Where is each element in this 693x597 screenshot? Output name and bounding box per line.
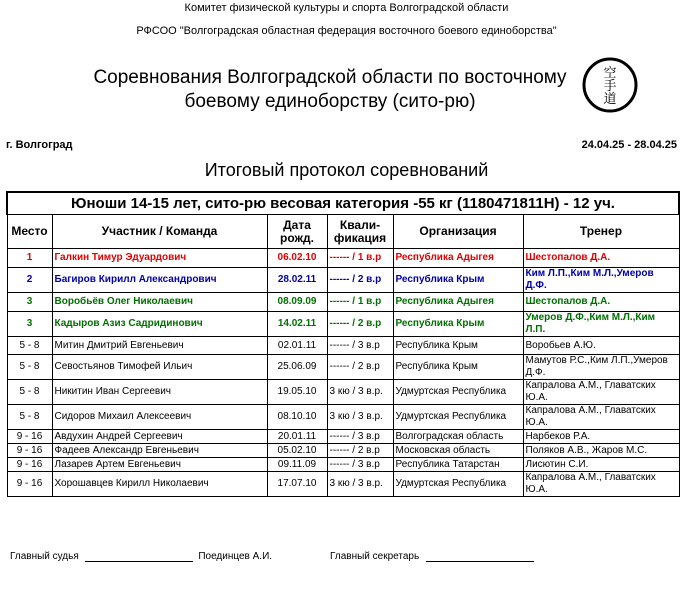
participant-cell: Хорошавцев Кирилл Николаевич (52, 472, 267, 497)
participant-cell: Сидоров Михаил Алексеевич (52, 405, 267, 430)
competition-title (0, 66, 660, 114)
table-row (7, 293, 679, 312)
participant-cell: Авдухин Андрей Сергеевич (52, 430, 267, 444)
col-place: Место (7, 215, 52, 249)
organization-cell: Удмуртская Республика (393, 472, 523, 497)
coach-cell: Капралова А.М., Главатских Ю.А. (523, 405, 679, 430)
category-title: Юноши 14-15 лет, сито-рю весовая категория -55 кг (1180471811Н) - 12 уч. (7, 192, 679, 215)
organization-cell: Республика Адыгея (393, 293, 523, 312)
organization-cell: Республика Адыгея (393, 249, 523, 268)
participant-cell: Кадыров Азиз Садридинович (52, 312, 267, 337)
organization-cell: Московская область (393, 444, 523, 458)
participant-cell: Севостьянов Тимофей Ильич (52, 355, 267, 380)
chief-judge-label: Главный судья (10, 551, 79, 562)
place-cell: 5 - 8 (7, 405, 52, 430)
organization-cell: Удмуртская Республика (393, 405, 523, 430)
committee-title: Комитет физической культуры и спорта Волгоградской области (184, 2, 509, 14)
participant-cell: Митин Дмитрий Евгеньевич (52, 337, 267, 355)
birth-cell: 28.02.11 (267, 268, 327, 293)
place-cell: 9 - 16 (7, 430, 52, 444)
table-row (7, 430, 679, 444)
participant-cell: Лазарев Артем Евгеньевич (52, 458, 267, 472)
place-cell: 9 - 16 (7, 472, 52, 497)
participant-cell: Фадеев Александр Евгеньевич (52, 444, 267, 458)
city-label: г. Волгоград (6, 139, 73, 151)
place-cell: 3 (7, 293, 52, 312)
qualification-cell: ------ / 2 в.р (327, 444, 393, 458)
coach-cell: Поляков А.В., Жаров М.С. (523, 444, 679, 458)
birth-cell: 05.02.10 (267, 444, 327, 458)
protocol-title: Итоговый протокол соревнований (204, 160, 489, 180)
birth-cell: 17.07.10 (267, 472, 327, 497)
birth-cell: 08.09.09 (267, 293, 327, 312)
table-row (7, 312, 679, 337)
header-row (7, 215, 679, 249)
table-row (7, 458, 679, 472)
place-cell: 5 - 8 (7, 355, 52, 380)
place-cell: 9 - 16 (7, 458, 52, 472)
chief-judge-signature-line (85, 561, 193, 562)
qualification-cell: 3 кю / 3 в.р. (327, 405, 393, 430)
col-birth-line1: Дата (283, 217, 311, 232)
coach-cell: Воробьев А.Ю. (523, 337, 679, 355)
qualification-cell: ------ / 1 в.р (327, 249, 393, 268)
participant-cell: Воробьёв Олег Николаевич (52, 293, 267, 312)
coach-cell: Умеров Д.Ф.,Ким М.Л.,Ким Л.П. (523, 312, 679, 337)
qualification-cell: ------ / 2 в.р (327, 312, 393, 337)
qualification-cell: ------ / 2 в.р (327, 268, 393, 293)
place-cell: 9 - 16 (7, 444, 52, 458)
organization-cell: Республика Татарстан (393, 458, 523, 472)
table-row (7, 268, 679, 293)
place-cell: 1 (7, 249, 52, 268)
participant-cell: Багиров Кирилл Александрович (52, 268, 267, 293)
logo-glyph-3: 道 (603, 92, 617, 107)
qualification-cell: 3 кю / 3 в.р. (327, 472, 393, 497)
federation-title: РФСОО "Волгоградская областная федерация восточного боевого единоборства" (136, 25, 557, 37)
table-row (7, 405, 679, 430)
birth-cell: 09.11.09 (267, 458, 327, 472)
birth-cell: 19.05.10 (267, 380, 327, 405)
birth-cell: 06.02.10 (267, 249, 327, 268)
coach-cell: Шестопалов Д.А. (523, 293, 679, 312)
results-table (6, 191, 680, 497)
chief-secretary-signature-line (426, 561, 534, 562)
organization-cell: Волгоградская область (393, 430, 523, 444)
birth-cell: 02.01.11 (267, 337, 327, 355)
coach-cell: Мамутов Р.С.,Ким Л.П.,Умеров Д.Ф. (523, 355, 679, 380)
chief-secretary (330, 551, 534, 562)
coach-cell: Капралова А.М., Главатских Ю.А. (523, 472, 679, 497)
place-cell: 2 (7, 268, 52, 293)
table-row (7, 444, 679, 458)
col-coach: Тренер (523, 215, 679, 249)
col-organization: Организация (393, 215, 523, 249)
category-row (7, 192, 679, 215)
place-cell: 5 - 8 (7, 380, 52, 405)
birth-cell: 08.10.10 (267, 405, 327, 430)
col-qual-line2: фикация (333, 230, 387, 245)
qualification-cell: ------ / 3 в.р (327, 430, 393, 444)
qualification-cell: ------ / 2 в.р (327, 355, 393, 380)
place-cell: 5 - 8 (7, 337, 52, 355)
place-cell: 3 (7, 312, 52, 337)
chief-judge-name: Поединцев А.И. (198, 551, 273, 562)
logo-glyph-1: 空 (603, 66, 617, 81)
birth-cell: 20.01.11 (267, 430, 327, 444)
qualification-cell: ------ / 1 в.р (327, 293, 393, 312)
table-row (7, 380, 679, 405)
qualification-cell: ------ / 3 в.р (327, 337, 393, 355)
coach-cell: Нарбеков Р.А. (523, 430, 679, 444)
date-range: 24.04.25 - 28.04.25 (581, 139, 677, 151)
organization-cell: Республика Крым (393, 355, 523, 380)
col-birth (267, 215, 327, 249)
table-row (7, 337, 679, 355)
competition-title-line2: боевому единоборству (сито-рю) (184, 91, 476, 112)
coach-cell: Лисютин С.И. (523, 458, 679, 472)
table-row (7, 472, 679, 497)
qualification-cell: 3 кю / 3 в.р. (327, 380, 393, 405)
participant-cell: Галкин Тимур Эдуардович (52, 249, 267, 268)
table-row (7, 249, 679, 268)
participant-cell: Никитин Иван Сергеевич (52, 380, 267, 405)
chief-judge (10, 551, 272, 562)
birth-cell: 25.06.09 (267, 355, 327, 380)
competition-title-line1: Соревнования Волгоградской области по восточному (93, 67, 567, 88)
col-birth-line2: рожд. (280, 230, 314, 245)
table-row (7, 355, 679, 380)
col-qualification (327, 215, 393, 249)
col-participant: Участник / Команда (52, 215, 267, 249)
coach-cell: Ким Л.П.,Ким М.Л.,Умеров Д.Ф. (523, 268, 679, 293)
col-qual-line1: Квали- (339, 217, 381, 232)
organization-cell: Удмуртская Республика (393, 380, 523, 405)
birth-cell: 14.02.11 (267, 312, 327, 337)
karate-logo-icon (582, 57, 638, 113)
coach-cell: Капралова А.М., Главатских Ю.А. (523, 380, 679, 405)
organization-cell: Республика Крым (393, 337, 523, 355)
chief-secretary-label: Главный секретарь (330, 551, 420, 562)
organization-cell: Республика Крым (393, 268, 523, 293)
organization-cell: Республика Крым (393, 312, 523, 337)
coach-cell: Шестопалов Д.А. (523, 249, 679, 268)
logo-glyph-2: 手 (603, 79, 617, 94)
qualification-cell: ------ / 3 в.р (327, 458, 393, 472)
